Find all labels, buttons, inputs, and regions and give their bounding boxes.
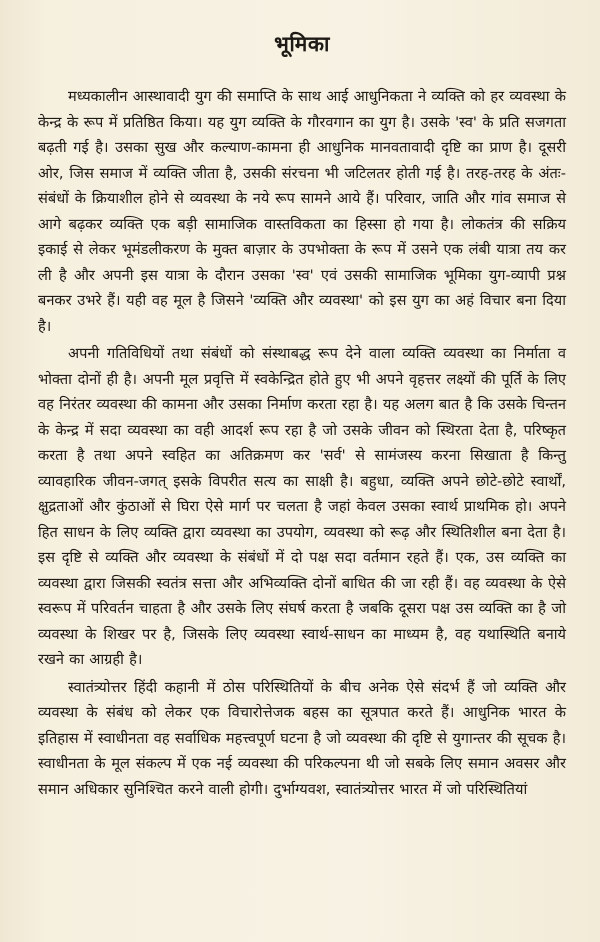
paragraph-2: अपनी गतिविधियों तथा संबंधों को संस्थाबद्ध रूप देने वाला व्यक्ति व्यवस्था का निर्माता व भोक्ता दोनों ही है। अपनी मूल प्रवृत्ति में स्वकेन्द्रित होते हुए भी अपने वृहत्तर लक्ष्यों की पूर्ति के लिए वह निरंतर व्यवस्था की कामना और उसका निर्माण करता रहा है। यह अलग बात है कि उसके चिन्तन के केन्द्र में सदा व्यवस्था का वही आदर्श रूप रहा है जो उसके जीवन को स्थिरता देता है, परिष्कृत करता है तथा अपने स्वहित का अतिक्रमण कर 'सर्व' से सामंजस्य करना सिखाता है किन्तु व्यावहारिक जीवन-जगत् इसके विपरीत सत्य का साक्षी है। बहुधा, व्यक्ति अपने छोटे-छोटे स्वार्थों, क्षुद्रताओं और कुंठाओं से घिरा ऐसे मार्ग पर चलता है जहां केवल उसका स्वार्थ प्राथमिक हो। अपने हित साधन के लिए व्यक्ति द्वारा व्यवस्था का उपयोग, व्यवस्था को रूढ़ और स्थितिशील बना देता है। इस दृष्टि से व्यक्ति और व्यवस्था के संबंधों में दो पक्ष सदा वर्तमान रहते हैं। एक, उस व्यक्ति का व्यवस्था द्वारा जिसकी स्वतंत्र सत्ता और अभिव्यक्ति दोनों बाधित की जा रही हैं। वह व्यवस्था के ऐसे स्वरूप में परिवर्तन चाहता है और उसके लिए संघर्ष करता है जबकि दूसरा पक्ष उस व्यक्ति का है जो व्यवस्था के शिखर पर है, जिसके लिए व्यवस्था स्वार्थ-साधन का माध्यम है, वह यथास्थिति बनाये रखने का आग्रही है। — [38, 345, 566, 668]
page-title: भूमिका — [274, 32, 330, 56]
paragraph-3: स्वातंत्र्योत्तर हिंदी कहानी में ठोस परिस्थितियों के बीच अनेक ऐसे संदर्भ हैं जो व्यक्ति और व्यवस्था के संबंध को लेकर एक विचारोत्तेजक बहस का सूत्रपात करते हैं। आधुनिक भारत के इतिहास में स्वाधीनता वह सर्वाधिक महत्त्वपूर्ण घटना है जो व्यवस्था की दृष्टि से युगान्तर की सूचक है। स्वाधीनता के मूल संकल्प में एक नई व्यवस्था की परिकल्पना थी जो सबके लिए समान अवसर और समान अधिकार सुनिश्चित करने वाली होगी। दुर्भाग्यवश, स्वातंत्र्योत्तर भारत में जो परिस्थितियां — [38, 678, 566, 798]
paragraph-1: मध्यकालीन आस्थावादी युग की समाप्ति के साथ आई आधुनिकता ने व्यक्ति को हर व्यवस्था के केन्द्र के रूप में प्रतिष्ठित किया। यह युग व्यक्ति के गौरवगान का युग है। उसके 'स्व' के प्रति सजगता बढ़ती गई है। उसका सुख और कल्याण-कामना ही आधुनिक मानवतावादी दृष्टि का प्राण है। दूसरी ओर, जिस समाज में व्यक्ति जीता है, उसकी संरचना भी जटिलतर होती गई है। तरह-तरह के अंतः-संबंधों के क्रियाशील होने से व्यवस्था के नये रूप सामने आये हैं। परिवार, जाति और गांव समाज से आगे बढ़कर व्यक्ति एक बड़ी सामाजिक वास्तविकता का हिस्सा हो गया है। लोकतंत्र की सक्रिय इकाई से लेकर भूमंडलीकरण के मुक्त बाज़ार के उपभोक्ता के रूप में उसने एक लंबी यात्रा तय कर ली है और अपनी इस यात्रा के दौरान उसका 'स्व' एवं उसकी सामाजिक भूमिका युग-व्यापी प्रश्न बनकर उभरे हैं। यही वह मूल है जिसने 'व्यक्ति और व्यवस्था' को इस युग का अहं विचार बना दिया है। — [38, 88, 566, 335]
